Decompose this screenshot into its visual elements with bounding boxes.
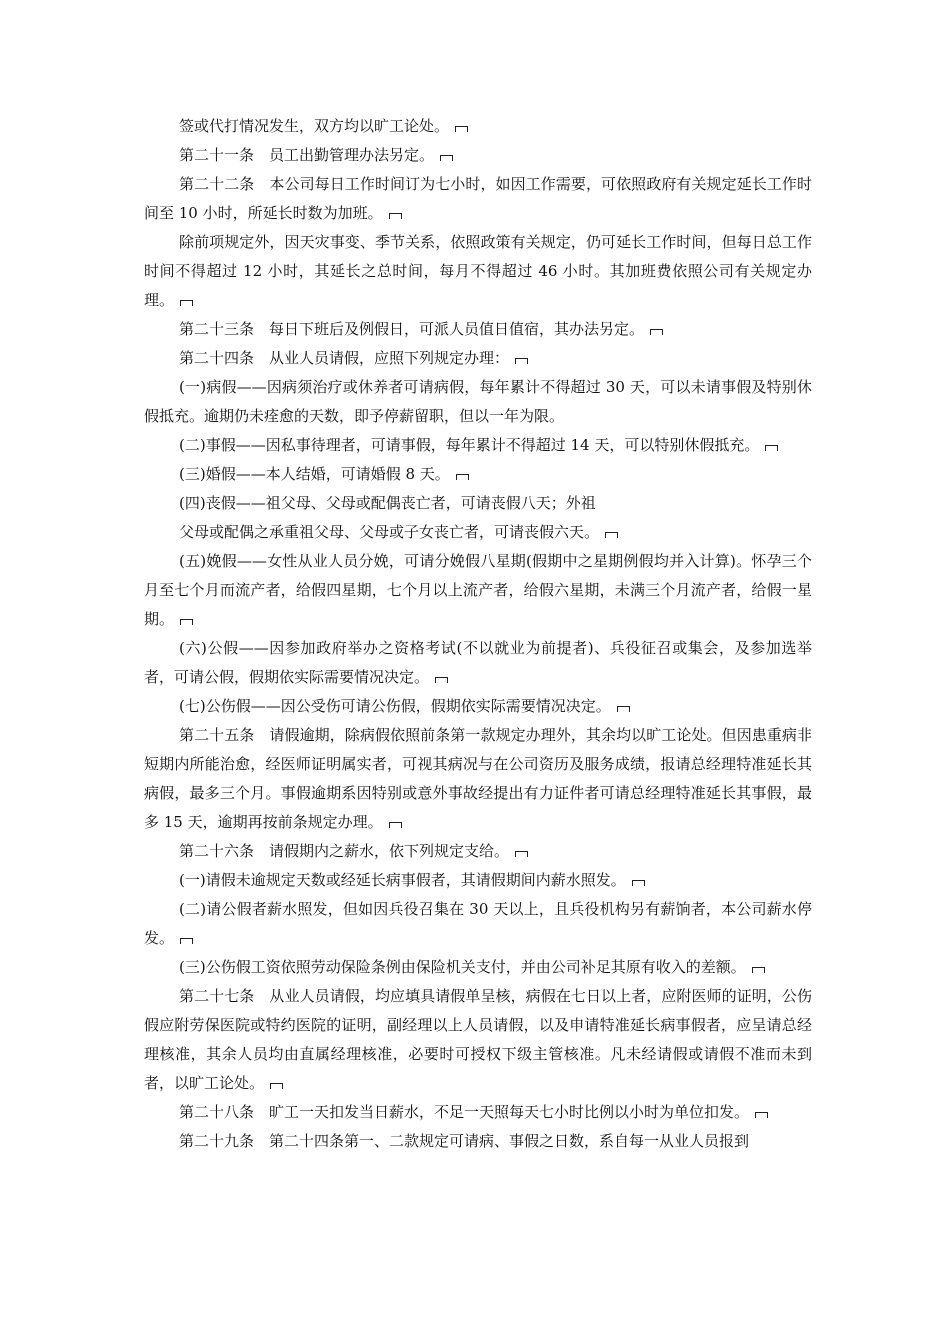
paragraph-text: 第二十三条 每日下班后及例假日，可派人员值日值宿，其办法另定。: [179, 320, 645, 338]
paragraph-text: (四)丧假——祖父母、父母或配偶丧亡者，可请丧假八天；外祖: [179, 494, 596, 512]
paragraph-mark-icon: [515, 358, 528, 364]
paragraph-mark-icon: [650, 329, 663, 335]
paragraph-text: 第二十四条 从业人员请假，应照下列规定办理：: [179, 349, 510, 367]
paragraph-text: 签或代打情况发生，双方均以旷工论处。: [179, 117, 450, 135]
paragraph: [144, 373, 812, 431]
paragraph: [144, 866, 812, 895]
paragraph-text: (一)请假未逾规定天数或经延长病事假者，其请假期间内薪水照发。: [179, 871, 626, 889]
paragraph-mark-icon: [456, 474, 469, 480]
paragraph-mark-icon: [435, 677, 448, 683]
paragraph: [144, 489, 812, 518]
paragraph-text: (一)病假——因病须治疗或休养者可请病假，每年累计不得超过 30 天，可以未请事假及特别休假抵充。逾期仍未痊愈的天数，即予停薪留职，但以一年为限。: [144, 378, 812, 425]
paragraph: [144, 170, 812, 228]
paragraph: [144, 228, 812, 315]
paragraph-mark-icon: [617, 706, 630, 712]
paragraph: [144, 518, 812, 547]
paragraph-text: (二)请公假者薪水照发，但如因兵役召集在 30 天以上，且兵役机构另有薪饷者，本公司薪水停发。: [144, 900, 812, 947]
paragraph: [144, 112, 812, 141]
paragraph-mark-icon: [180, 619, 193, 625]
paragraph-mark-icon: [440, 155, 453, 161]
paragraph-mark-icon: [180, 938, 193, 944]
paragraph-mark-icon: [605, 532, 618, 538]
paragraph-text: (三)婚假——本人结婚，可请婚假 8 天。: [179, 465, 450, 483]
paragraph: [144, 721, 812, 837]
paragraph-text: (七)公伤假——因公受伤可请公伤假，假期依实际需要情况决定。: [179, 697, 611, 715]
paragraph: [144, 315, 812, 344]
paragraph-text: 第二十七条 从业人员请假，均应填具请假单呈核，病假在七日以上者，应附医师的证明，公伤假应附劳保医院或特约医院的证明，副经理以上人员请假，以及申请特准延长病事假者，应呈请总经理核准，其余人员均由直属经理核准，必要时可授权下级主管核准。凡未经请假或请假不准而未到者，以旷工论处。: [144, 987, 812, 1092]
paragraph: [144, 837, 812, 866]
paragraph-mark-icon: [515, 851, 528, 857]
paragraph: [144, 634, 812, 692]
paragraph-mark-icon: [765, 445, 778, 451]
paragraph: [144, 547, 812, 634]
paragraph-text: (二)事假——因私事待理者，可请事假，每年累计不得超过 14 天，可以特别休假抵充。: [179, 436, 760, 454]
document-body: [144, 112, 812, 1156]
paragraph-mark-icon: [389, 213, 402, 219]
paragraph-text: 除前项规定外，因天灾事变、季节关系，依照政策有关规定，仍可延长工作时间，但每日总工作时间不得超过 12 小时，其延长之总时间，每月不得超过 46 小时。其加班费依照公司有关规定办理。: [144, 233, 812, 309]
paragraph: [144, 431, 812, 460]
paragraph: [144, 895, 812, 953]
paragraph-mark-icon: [389, 822, 402, 828]
paragraph: [144, 460, 812, 489]
paragraph: [144, 953, 812, 982]
paragraph: [144, 141, 812, 170]
paragraph-text: 第二十六条 请假期内之薪水，依下列规定支给。: [179, 842, 510, 860]
paragraph-text: 第二十五条 请假逾期，除病假依照前条第一款规定办理外，其余均以旷工论处。但因患重病非短期内所能治愈，经医师证明属实者，可视其病况与在公司资历及服务成绩，报请总经理特准延长其病假，最多三个月。事假逾期系因特别或意外事故经提出有力证件者可请总经理特准延长其事假，最多 15 天，逾期再按前条规定办理。: [144, 726, 812, 831]
paragraph-mark-icon: [270, 1083, 283, 1089]
paragraph-text: (五)娩假——女性从业人员分娩，可请分娩假八星期(假期中之星期例假均并入计算)。怀孕三个月至七个月而流产者，给假四星期，七个月以上流产者，给假六星期，未满三个月流产者，给假一星期。: [144, 552, 812, 628]
paragraph-mark-icon: [632, 880, 645, 886]
paragraph-text: 父母或配偶之承重祖父母、父母或子女丧亡者，可请丧假六天。: [179, 523, 600, 541]
paragraph-text: 第二十一条 员工出勤管理办法另定。: [179, 146, 435, 164]
paragraph-text: 第二十八条 旷工一天扣发当日薪水，不足一天照每天七小时比例以小时为单位扣发。: [179, 1103, 750, 1121]
paragraph-text: (六)公假——因参加政府举办之资格考试(不以就业为前提者)、兵役征召或集会，及参加选举者，可请公假，假期依实际需要情况决定。: [144, 639, 812, 686]
paragraph-mark-icon: [755, 1112, 768, 1118]
paragraph: [144, 692, 812, 721]
paragraph-mark-icon: [455, 126, 468, 132]
paragraph-text: (三)公伤假工资依照劳动保险条例由保险机关支付，并由公司补足其原有收入的差额。: [179, 958, 746, 976]
paragraph: [144, 1098, 812, 1127]
paragraph: [144, 344, 812, 373]
paragraph-text: 第二十九条 第二十四条第一、二款规定可请病、事假之日数，系自每一从业人员报到: [179, 1132, 750, 1150]
paragraph-text: 第二十二条 本公司每日工作时间订为七小时，如因工作需要，可依照政府有关规定延长工作时间至 10 小时，所延长时数为加班。: [144, 175, 812, 222]
paragraph: [144, 1127, 812, 1156]
paragraph-mark-icon: [752, 967, 765, 973]
paragraph-mark-icon: [180, 300, 193, 306]
paragraph: [144, 982, 812, 1098]
